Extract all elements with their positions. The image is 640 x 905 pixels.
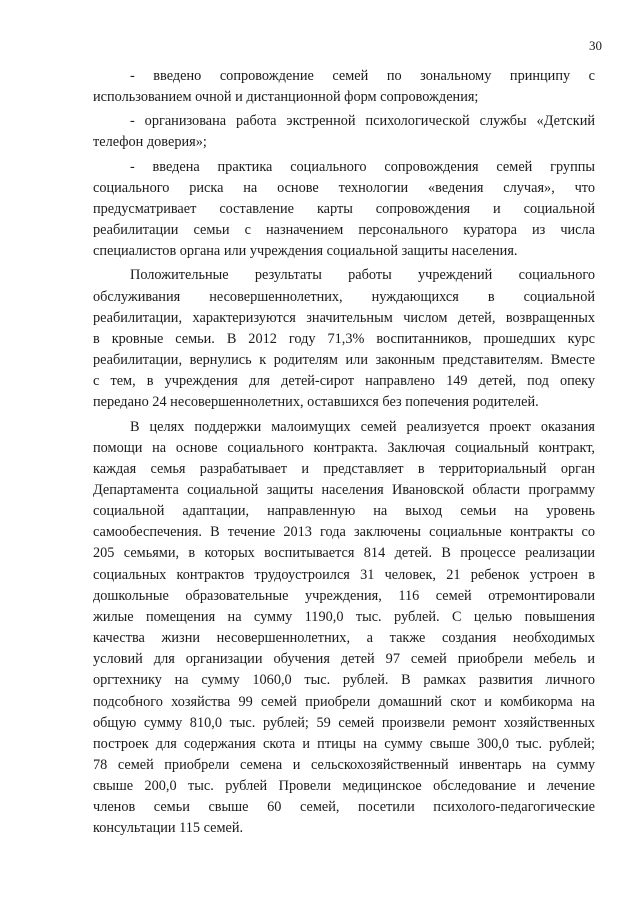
text-line: В целях поддержки малоимущих семей реализуется проект оказания	[130, 418, 595, 435]
text-line: 205 семьями, в которых воспитывается 814 детей. В процессе реализации	[93, 545, 595, 562]
text-line: свыше 200,0 тыс. рублей Провели медицинское обследование и лечение	[93, 778, 595, 795]
paragraph	[93, 265, 595, 413]
page-number: 30	[589, 38, 602, 53]
text-line: оргтехнику на сумму 1060,0 тыс. рублей. В рамках развития личного	[93, 672, 595, 689]
text-line: помощи на основе социального контракта. Заключая социальный контракт,	[93, 439, 595, 456]
text-line: социальных контрактов трудоустроился 31 человек, 21 ребенок устроен в	[93, 566, 595, 583]
text-line: - введено сопровождение семей по зональному принципу с	[130, 68, 595, 84]
text-line: самообеспечения. В течение 2013 года заключены социальные контракты со	[93, 524, 595, 541]
text-line: передано 24 несовершеннолетних, оставшихся без попечения родителей.	[93, 394, 539, 411]
paragraph	[93, 417, 595, 840]
text-line: членов семьи свыше 60 семей, посетили психолого-педагогические	[93, 799, 595, 816]
text-line: - введена практика социального сопровождения семей группы	[130, 158, 595, 175]
document-body	[93, 66, 595, 843]
paragraph	[93, 111, 595, 153]
text-line: жилые помещения на сумму 1190,0 тыс. рублей. С целью повышения	[93, 608, 595, 625]
text-line: подсобного хозяйства 99 семей приобрели домашний скот и комбикорма на	[93, 693, 595, 710]
text-line: качества жизни несовершеннолетних, а также создания необходимых	[93, 630, 595, 647]
text-line: общую сумму 810,0 тыс. рублей; 59 семей произвели ремонт хозяйственных	[93, 714, 595, 731]
text-line: Положительные результаты работы учреждений социального	[130, 267, 595, 284]
text-line: реабилитации семьи с назначением персонального куратора из числа	[93, 222, 595, 239]
text-line: 78 семей приобрели семена и сельскохозяйственный инвентарь на сумму	[93, 757, 595, 773]
paragraph	[93, 66, 595, 108]
text-line: обслуживания несовершеннолетних, нуждающихся в социальной	[93, 288, 595, 305]
text-line: предусматривает составление карты сопровождения и социальной	[93, 200, 595, 217]
text-line: построек для содержания скота и птицы на сумму свыше 300,0 тыс. рублей;	[93, 735, 595, 752]
text-line: каждая семья разрабатывает и представляет в территориальный орган	[93, 460, 595, 477]
text-line: дошкольные образовательные учреждения, 116 семей отремонтировали	[93, 587, 595, 604]
text-line: с тем, в учреждения для детей-сирот направлено 149 детей, под опеку	[93, 373, 595, 390]
text-line: Департамента социальной защиты населения Ивановской области программу	[93, 481, 595, 498]
text-line: - организована работа экстренной психологической службы «Детский	[130, 113, 595, 130]
text-line: в кровные семьи. В 2012 году 71,3% воспитанников, прошедших курс	[93, 330, 595, 347]
text-line: реабилитации, вернулись к родителям или законным представителям. Вместе	[93, 352, 595, 369]
text-line: консультации 115 семей.	[93, 820, 244, 837]
text-line: реабилитации, характеризуются значительным числом детей, возвращенных	[93, 309, 595, 326]
text-line: использованием очной и дистанционной форм сопровождения;	[93, 89, 479, 106]
text-line: телефон доверия»;	[93, 134, 207, 151]
text-line: социального риска на основе технологии «ведения случая», что	[93, 179, 595, 196]
paragraph	[93, 157, 595, 263]
text-line: социальной адаптации, направленную на выход семьи на уровень	[93, 503, 595, 520]
text-line: специалистов органа или учреждения социальной защиты населения.	[93, 243, 518, 260]
text-line: условий для организации обучения детей 97 семей приобрели мебель и	[93, 651, 595, 668]
